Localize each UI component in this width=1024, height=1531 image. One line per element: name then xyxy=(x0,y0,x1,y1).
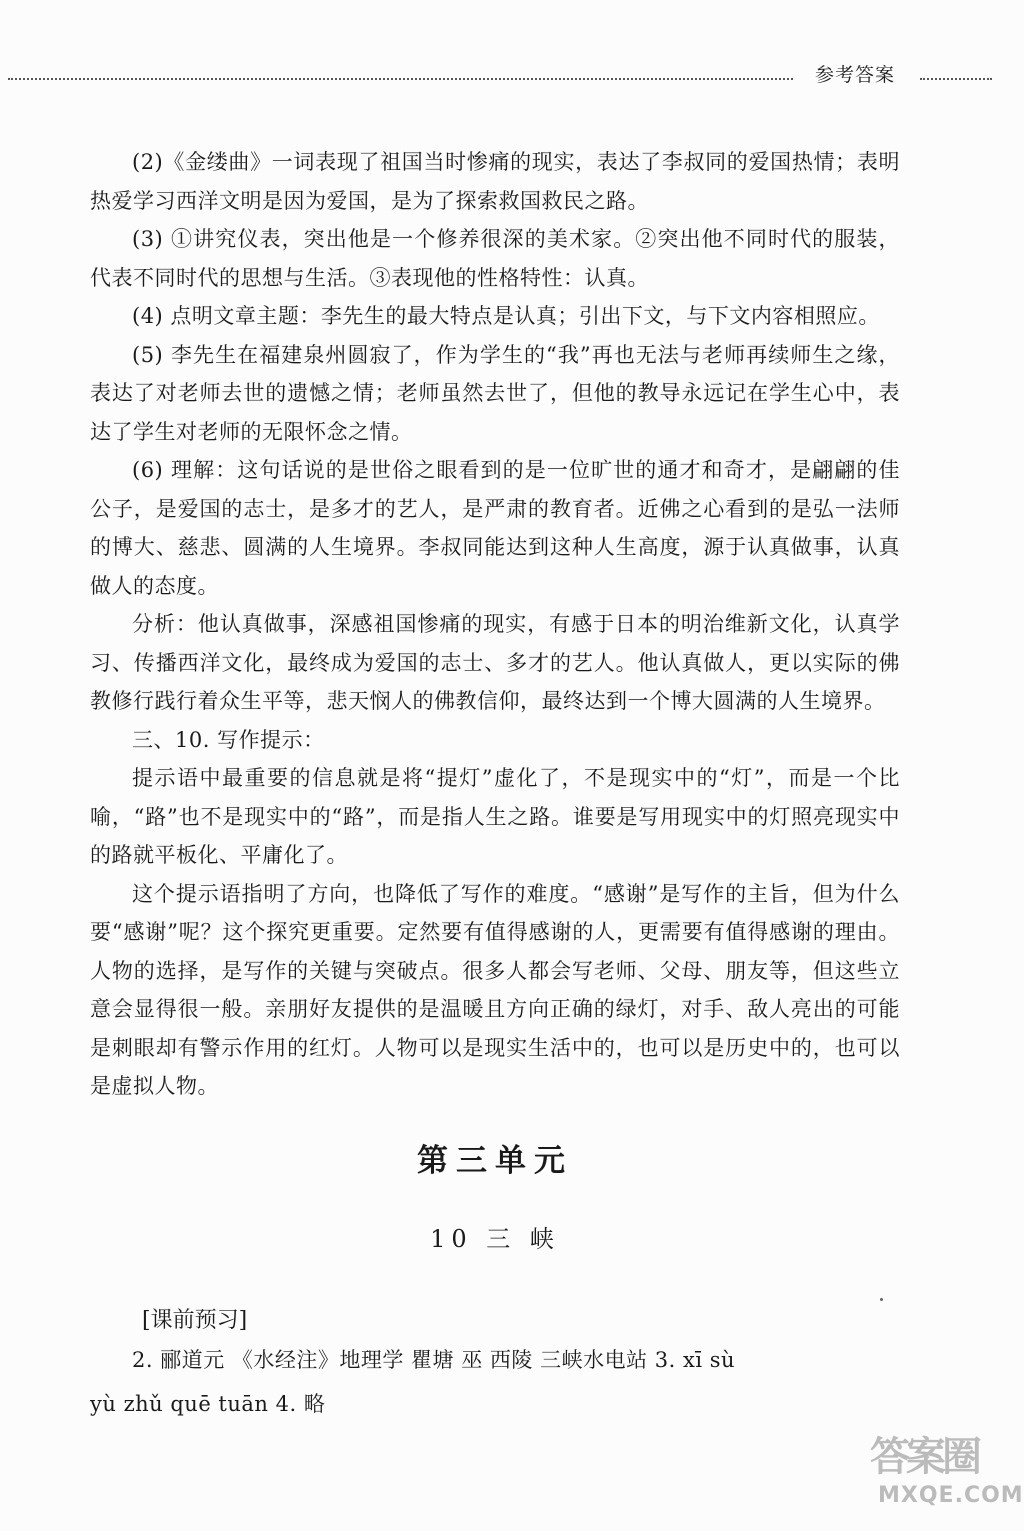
answer-paragraph-3: (3) ①讲究仪表，突出他是一个修养很深的美术家。②突出他不同时代的服装，代表不同时代的思想与生活。③表现他的性格特性：认真。 xyxy=(90,227,900,290)
analysis-paragraph: 分析：他认真做事，深感祖国惨痛的现实，有感于日本的明治维新文化，认真学习、传播西洋文化，最终成为爱国的志士、多才的艺人。他认真做人，更以实际的佛教修行践行着众生平等，悲天悯人的佛教信仰，最终达到一个博大圆满的人生境界。 xyxy=(90,612,900,713)
watermark-en: MXQE.COM xyxy=(878,1483,1024,1508)
answer-paragraph-6: (6) 理解：这句话说的是世俗之眼看到的是一位旷世的通才和奇才，是翩翩的佳公子，是爱国的志士，是多才的艺人，是严肃的教育者。近佛之心看到的是弘一法师的博大、慈悲、圆满的人生境界。李叔同能达到这种人生高度，源于认真做事，认真做人的态度。 xyxy=(90,458,900,598)
page-content xyxy=(90,143,900,1426)
header-dotted-rule-right xyxy=(920,78,992,80)
stray-dot-mark xyxy=(880,1298,883,1301)
preview-section-label: [课前预习] xyxy=(142,1307,248,1333)
writing-tip-heading: 三、10. 写作提示： xyxy=(132,727,325,752)
watermark-logo xyxy=(870,1425,1024,1525)
answer-paragraph-5: (5) 李先生在福建泉州圆寂了，作为学生的“我”再也无法与老师再续师生之缘，表达了对老师去世的遗憾之情；老师虽然去世了，但他的教导永远记在学生心中，表达了学生对老师的无限怀念之情。 xyxy=(90,342,900,444)
preview-answer-line-1: 2. 郦道元 《水经注》地理学 瞿塘 巫 西陵 三峡水电站 3. xī sù xyxy=(132,1347,736,1372)
answer-paragraph-2: (2)《金缕曲》一词表现了祖国当时惨痛的现实，表达了李叔同的爱国热情；表明热爱学习西洋文明是因为爱国，是为了探索救国救民之路。 xyxy=(90,150,900,213)
writing-tip-paragraph-1: 提示语中最重要的信息就是将“提灯”虚化了，不是现实中的“灯”，而是一个比喻，“路”也不是现实中的“路”，而是指人生之路。谁要是写用现实中的灯照亮现实中的路就平板化、平庸化了。 xyxy=(90,766,900,867)
lesson-title: 10 三 峡 xyxy=(430,1224,560,1253)
header-dotted-rule-left xyxy=(8,78,793,80)
unit-title: 第三单元 xyxy=(417,1142,573,1179)
page-header xyxy=(0,56,1000,96)
answer-paragraph-4: (4) 点明文章主题：李先生的最大特点是认真；引出下文，与下文内容相照应。 xyxy=(132,304,880,328)
header-title: 参考答案 xyxy=(815,64,896,86)
watermark-cn: 答案圈 xyxy=(870,1434,978,1480)
preview-answer-line-2: yù zhǔ quē tuān 4. 略 xyxy=(90,1391,326,1416)
writing-tip-paragraph-2: 这个提示语指明了方向，也降低了写作的难度。“感谢”是写作的主旨，但为什么要“感谢”呢？这个探究更重要。定然要有值得感谢的人，更需要有值得感谢的理由。人物的选择，是写作的关键与突破点。很多人都会写老师、父母、朋友等，但这些立意会显得很一般。亲朋好友提供的是温暖且方向正确的绿灯，对手、敌人亮出的可能是刺眼却有警示作用的红灯。人物可以是现实生活中的，也可以是历史中的，也可以是虚拟人物。 xyxy=(90,881,900,1098)
